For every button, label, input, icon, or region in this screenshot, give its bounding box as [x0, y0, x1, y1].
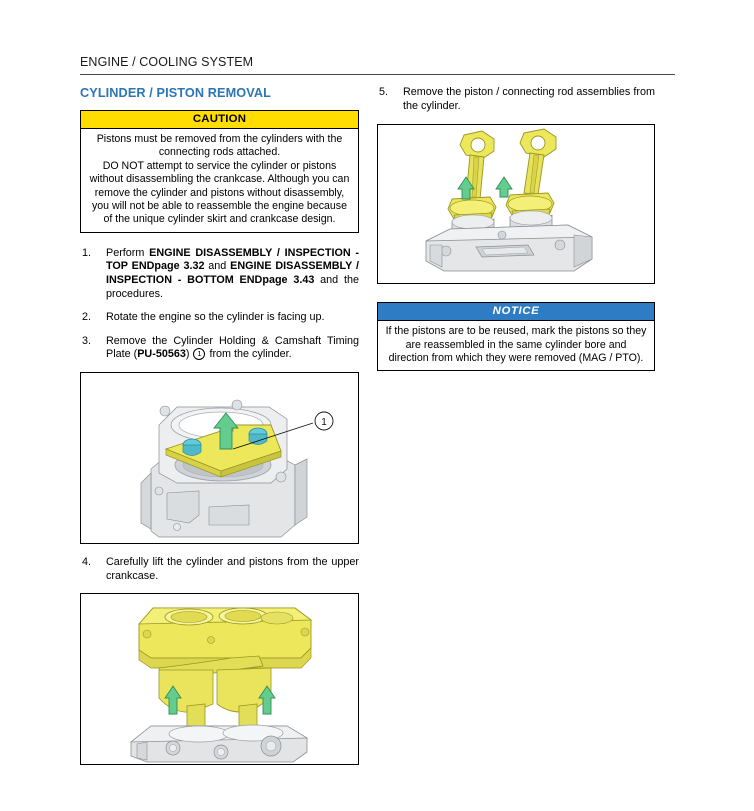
page-title: CYLINDER / PISTON REMOVAL: [80, 86, 271, 100]
notice-body: [378, 321, 654, 370]
left-column: [80, 86, 359, 765]
running-header: [80, 55, 675, 75]
step-number: 4.: [82, 556, 92, 568]
figure-cylinder-holding-plate: [80, 372, 359, 544]
notice-label: NOTICE: [378, 303, 654, 321]
step-number: 1.: [82, 246, 92, 259]
caution-label: CAUTION: [81, 111, 358, 129]
step-text: Remove the piston / connecting rod assemblies from the cylinder.: [403, 86, 655, 112]
caution-paragraph: DO NOT attempt to service the cylinder or pistons without disassembling the crankcase. Although you can remove the cylinder and pistons without disassembly, you will not be able to reassemble the engine because of the unique cylinder skirt and crankcase design.: [89, 159, 350, 226]
step-item-1: [80, 247, 359, 301]
step-list-left: [80, 247, 359, 362]
figure-cylinder-lift: [80, 593, 359, 765]
step-number: 3.: [82, 334, 92, 347]
step-text: Remove the Cylinder Holding & Camshaft Timing Plate (PU-50563) 1 from the cylinder.: [106, 334, 359, 361]
step-list-left-2: [80, 556, 359, 583]
gray-crankcase-body: [426, 225, 592, 271]
figure-step4-illustration: [81, 594, 358, 764]
figure-step3-illustration: [81, 373, 358, 543]
figure-piston-rod-removal: [377, 124, 655, 284]
gray-upper-crankcase: [131, 725, 307, 762]
step-item-2: [80, 311, 359, 325]
cyan-bolt-right: [249, 428, 267, 445]
step-text: Perform ENGINE DISASSEMBLY / INSPECTION - TOP ENDpage 3.32 and ENGINE DISASSEMBLY / INSPECTION - BOTTOM ENDpage 3.43 and the procedures.: [106, 246, 360, 300]
step-item-4: [80, 556, 359, 583]
caution-body: [81, 129, 358, 232]
caution-paragraph: Pistons must be removed from the cylinders with the connecting rods attached.: [96, 133, 343, 159]
notice-paragraph: If the pistons are to be reused, mark the pistons so they are reassembled in the same cylinder bore and direction from which they were removed (MAG / PTO).: [385, 325, 647, 364]
step-text: Carefully lift the cylinder and pistons from the upper crankcase.: [106, 556, 359, 582]
step-list-right: [377, 86, 655, 113]
svg-text:1: 1: [321, 417, 327, 428]
figure-step5-illustration: [378, 125, 654, 283]
step-item-3: [80, 335, 359, 362]
notice-box: [377, 302, 655, 371]
step-number: 2.: [82, 311, 92, 324]
callout-marker-1: 1: [193, 348, 205, 360]
right-column: [377, 86, 655, 371]
step-number: 5.: [379, 86, 389, 98]
caution-box: [80, 110, 359, 233]
header-divider: [80, 74, 675, 75]
cyan-bolt-left: [183, 439, 201, 456]
step-text: Rotate the engine so the cylinder is facing up.: [106, 311, 325, 324]
step-item-5: [377, 86, 655, 113]
running-header-title: ENGINE / COOLING SYSTEM: [80, 55, 254, 69]
